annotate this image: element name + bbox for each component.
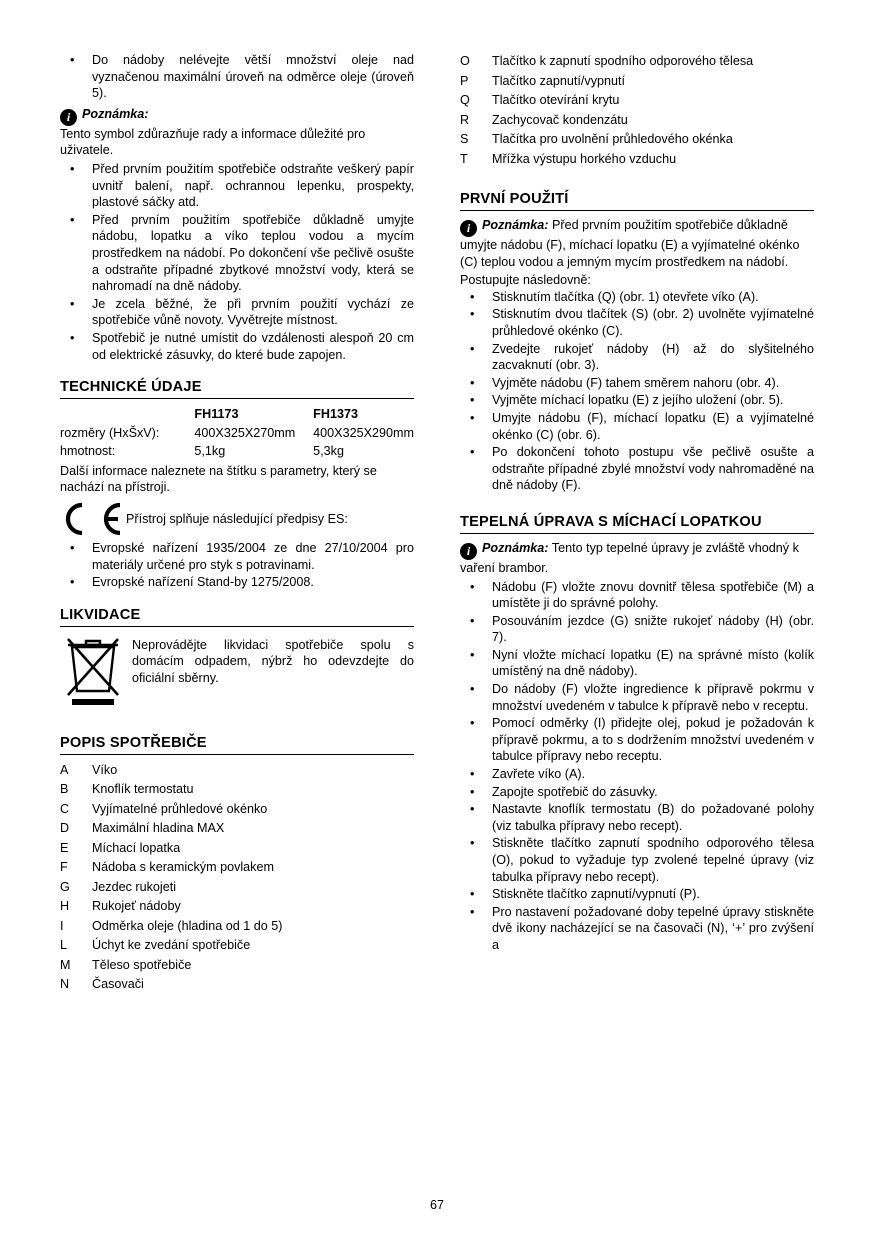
legend-value: Míchací lopatka [92, 840, 181, 855]
list-item [460, 715, 814, 765]
list-item [60, 574, 414, 591]
first-use-section-header [460, 191, 814, 211]
note-first-use [460, 217, 814, 270]
list-item-text: Spotřebič je nutné umístit do vzdálenosti alespoň 20 cm od elektrické zásuvky, do které bude zapojen. [92, 330, 414, 362]
disposal-section-header [60, 607, 414, 627]
disposal-text: Neprovádějte likvidaci spotřebiče spolu s domácím odpadem, nýbrž ho odevzdejte do oficiální sběrny. [132, 637, 414, 686]
legend-value: Tlačítko k zapnutí spodního odporového tělesa [492, 54, 754, 68]
list-item-text: Evropské nařízení Stand-by 1275/2008. [92, 575, 314, 590]
list-item-text: Nyní vložte míchací lopatku (E) na správné místo (kolík umístěný na dně nádoby). [492, 647, 814, 679]
list-item [60, 780, 414, 800]
list-item [60, 296, 414, 329]
description-section-header [60, 735, 414, 755]
list-item [60, 917, 414, 937]
list-item-text: Před prvním použitím spotřebiče odstraňte veškerý papír uvnitř balení, např. ochrannou lepenku, prospekty, plastové sáčky atd. [92, 161, 414, 210]
list-item [460, 306, 814, 339]
table-header-row [60, 405, 414, 424]
list-item [60, 936, 414, 956]
legend-key: H [60, 899, 70, 914]
legend-value: Těleso spotřebiče [92, 957, 192, 972]
legend-key: R [460, 112, 470, 127]
note-symbol-meaning [60, 106, 414, 159]
table-cell: 400X325X290mm [313, 425, 414, 440]
ce-conformity-row [60, 502, 414, 536]
ce-directive-list [60, 540, 414, 591]
list-item-text: Stisknutím dvou tlačítek (S) (obr. 2) uvolněte vyjímatelné průhledové okénko (C). [492, 307, 814, 338]
legend-key: M [60, 957, 71, 972]
table-cell: 400X325X270mm [194, 425, 296, 440]
legend-value: Časovači [92, 977, 144, 992]
section-divider [60, 398, 414, 399]
list-item [460, 681, 814, 714]
list-item [60, 858, 414, 878]
list-item-text: Vyjměte nádobu (F) tahem směrem nahoru (obr. 4). [492, 375, 780, 390]
legend-key: C [60, 801, 70, 816]
table-cell: 5,3kg [313, 444, 344, 459]
legend-value: Jezdec rukojeti [92, 879, 176, 894]
list-item-text: Posouváním jezdce (G) snižte rukojeť nádoby (H) (obr. 7). [492, 613, 814, 645]
legend-key: G [60, 879, 70, 894]
list-item [60, 212, 414, 295]
legend-key: A [60, 762, 69, 777]
list-item [60, 161, 414, 211]
list-item [460, 341, 814, 374]
section-title: LIKVIDACE [60, 606, 141, 623]
intro-bullet-list [60, 52, 414, 102]
first-use-lead: Postupujte následovně: [460, 273, 591, 288]
section-title: PRVNÍ POUŽITÍ [460, 191, 569, 207]
note-label: Poznámka: [82, 106, 149, 121]
list-item-text: Zapojte spotřebič do zásuvky. [492, 784, 658, 799]
list-item [460, 150, 814, 170]
list-item [460, 52, 814, 72]
section-title: TEPELNÁ ÚPRAVA S MÍCHACÍ LOPATKOU [460, 513, 762, 530]
legend-key: E [60, 840, 69, 855]
info-icon: i [460, 543, 477, 560]
legend-key: P [460, 73, 469, 88]
table-cell: 5,1kg [194, 444, 226, 459]
legend-key: O [460, 54, 470, 68]
info-icon: i [460, 220, 477, 237]
legend-key: S [460, 132, 469, 146]
list-item [60, 540, 414, 573]
list-item [460, 130, 814, 150]
note-label: Poznámka: [482, 540, 549, 555]
note-label: Poznámka: [482, 218, 549, 232]
technical-data-table [60, 405, 414, 461]
list-item-text: Do nádoby nelévejte větší množství oleje nad vyznačenou maximální úroveň na odměrce oleje (úroveň 5). [92, 53, 414, 101]
section-divider [460, 533, 814, 534]
list-item [60, 800, 414, 820]
list-item [60, 956, 414, 976]
list-item-text: Evropské nařízení 1935/2004 ze dne 27/10/2004 pro materiály určené pro styk s potravinami. [92, 541, 414, 572]
list-item [460, 289, 814, 306]
list-item-text: Pro nastavení požadované doby tepelné úpravy stiskněte dvě ikony nacházející se na časovači (N), ‘+’ pro zvýšení a [492, 904, 814, 952]
list-item-text: Pomocí odměrky (I) přidejte olej, pokud je požadován k přípravě pokrmu, a to s dodržením množství uvedeném v tabulce přípravy nebo receptu. [492, 716, 814, 764]
list-item-text: Stiskněte tlačítko zapnutí/vypnutí (P). [492, 887, 700, 902]
parts-legend-left [60, 761, 414, 995]
column-header [60, 405, 194, 424]
list-item [460, 72, 814, 92]
list-item-text: Je zcela běžné, že při prvním použití vychází ze spotřebiče vůně novoty. Vyvětrejte místnost. [92, 296, 414, 328]
list-item [460, 647, 814, 680]
legend-value: Odměrka oleje (hladina od 1 do 5) [92, 918, 283, 933]
list-item [460, 375, 814, 392]
note-text: Tento typ tepelné úpravy je zvláště vhodný k vaření brambor. [460, 540, 799, 575]
legend-key: T [460, 151, 468, 166]
legend-value: Tlačítko otevírání krytu [492, 93, 620, 107]
list-item [460, 444, 814, 494]
legend-value: Tlačítko zapnutí/vypnutí [492, 73, 626, 88]
legend-value: Tlačítka pro uvolnění průhledového okénka [492, 132, 733, 146]
section-divider [460, 210, 814, 211]
list-item-text: Stiskněte tlačítko zapnutí spodního odporového tělesa (O), pokud to vyžaduje typ zvolené tepelné úpravy (viz tabulka přípravy nebo recept). [492, 836, 814, 884]
legend-value: Maximální hladina MAX [92, 821, 225, 836]
list-item [460, 801, 814, 834]
section-divider [60, 754, 414, 755]
list-item [460, 784, 814, 801]
list-item-text: Nádobu (F) vložte znovu dovnitř tělesa spotřebiče (M) a umístěte ji do správné polohy. [492, 579, 814, 611]
list-item [60, 839, 414, 859]
legend-value: Vyjímatelné průhledové okénko [92, 801, 268, 816]
list-item [460, 111, 814, 131]
list-item [460, 904, 814, 954]
list-item [460, 835, 814, 885]
list-item-text: Zvedejte rukojeť nádoby (H) až do slyšitelného zacvaknutí (obr. 3). [492, 341, 814, 373]
column-header: FH1173 [194, 407, 239, 422]
page-number: 67 [429, 1198, 444, 1212]
list-item [460, 613, 814, 646]
column-header: FH1373 [313, 407, 358, 422]
first-use-bullet-list [60, 161, 414, 363]
note-cooking [460, 540, 814, 577]
legend-key: F [60, 860, 68, 875]
right-column [460, 52, 814, 955]
note-text: Před prvním použitím spotřebiče důkladně umyjte nádobu (F), míchací lopatku (E) a vyjímatelné okénko (C) teplou vodou a jemným mycím prostředkem na nádobí. [460, 218, 800, 269]
ce-mark-icon [60, 502, 126, 536]
legend-value: Zachycovač kondenzátu [492, 112, 628, 127]
list-item-text: Zavřete víko (A). [492, 767, 586, 782]
list-item-text: Do nádoby (F) vložte ingredience k přípravě pokrmu v množství uvedeném v tabulce k přípravě nebo v receptu. [492, 682, 814, 713]
table-row [60, 424, 414, 443]
technical-data-footnote: Další informace naleznete na štítku s parametry, který se nachází na přístroji. [60, 463, 377, 495]
table-row [60, 442, 414, 461]
list-item-text: Po dokončení tohoto postupu vše pečlivě osušte a odstraňte případné zbylé množství vody nahromaděné na dně nádoby (F). [492, 445, 814, 493]
legend-key: L [60, 938, 68, 953]
legend-key: I [60, 918, 64, 933]
list-item-text: Stisknutím tlačítka (Q) (obr. 1) otevřete víko (A). [492, 289, 759, 304]
list-item [460, 579, 814, 612]
table-cell: rozměry (HxŠxV): [60, 425, 160, 440]
list-item [460, 410, 814, 443]
two-column-body [60, 52, 814, 1172]
list-item [60, 330, 414, 363]
list-item-text: Nastavte knoflík termostatu (B) do požadované polohy (viz tabulka přípravy nebo recept). [492, 802, 814, 833]
list-item-text: Vyjměte míchací lopatku (E) z jejího uložení (obr. 5). [492, 393, 784, 408]
legend-value: Knoflík termostatu [92, 782, 194, 797]
cooking-steps [460, 579, 814, 954]
list-item [460, 392, 814, 409]
section-title: POPIS SPOTŘEBIČE [60, 734, 207, 751]
list-item [460, 886, 814, 903]
parts-legend-right [460, 52, 814, 169]
crossed-out-wheelie-bin-icon [60, 633, 126, 709]
list-item [60, 761, 414, 781]
legend-key: D [60, 821, 70, 836]
info-icon: i [60, 109, 77, 126]
disposal-row [60, 633, 414, 709]
list-item-text: Umyjte nádobu (F), míchací lopatku (E) a vyjímatelné okénko (C) (obr. 6). [492, 410, 814, 442]
section-title: TECHNICKÉ ÚDAJE [60, 379, 202, 396]
list-item [60, 878, 414, 898]
legend-key: Q [460, 93, 470, 107]
left-column [60, 52, 414, 995]
legend-key: B [60, 782, 69, 797]
cooking-section-header [460, 514, 814, 534]
legend-key: N [60, 977, 70, 992]
note-text: Tento symbol zdůrazňuje rady a informace důležité pro uživatele. [60, 126, 366, 158]
legend-value: Mřížka výstupu horkého vzduchu [492, 151, 677, 166]
list-item [460, 766, 814, 783]
ce-text: Přístroj splňuje následující předpisy ES: [126, 511, 348, 526]
first-use-steps [460, 289, 814, 494]
legend-value: Víko [92, 762, 118, 777]
legend-value: Úchyt ke zvedání spotřebiče [92, 938, 251, 953]
list-item [60, 52, 414, 102]
technical-data-section-header [60, 379, 414, 399]
list-item [60, 819, 414, 839]
section-divider [60, 626, 414, 627]
list-item [60, 975, 414, 995]
legend-value: Rukojeť nádoby [92, 899, 181, 914]
list-item [460, 91, 814, 111]
table-cell: hmotnost: [60, 444, 116, 459]
legend-value: Nádoba s keramickým povlakem [92, 860, 274, 875]
list-item-text: Před prvním použitím spotřebiče důkladně umyjte nádobu, lopatku a víko teplou vodou a mycím prostředkem na nádobí. Po dokončení vše pečlivě osušte a odstraňte případné zbytkové množství vody, která se nahromadí na dně nádoby. [92, 212, 414, 294]
list-item [60, 897, 414, 917]
